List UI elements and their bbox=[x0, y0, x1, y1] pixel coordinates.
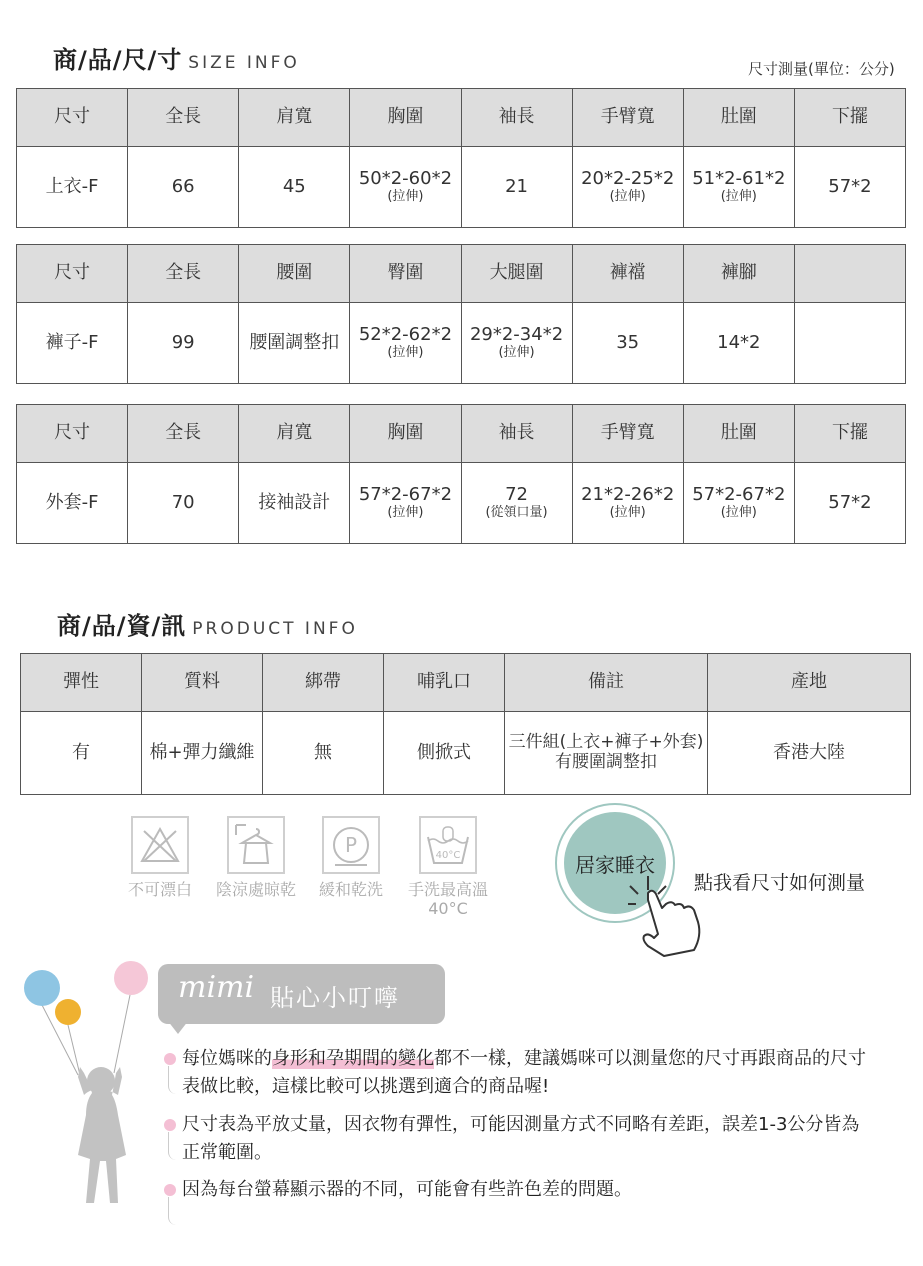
cell-note: (拉伸) bbox=[387, 505, 424, 521]
header-cell: 胸圍 bbox=[350, 89, 461, 147]
cell-note: (拉伸) bbox=[609, 189, 646, 205]
header-cell: 肚圍 bbox=[683, 89, 794, 147]
header-cell: 彈性 bbox=[21, 654, 142, 712]
table-cell bbox=[17, 463, 128, 544]
table-cell bbox=[239, 147, 350, 228]
tip-highlight: 身形和孕期間的變化 bbox=[272, 1048, 434, 1069]
pants-size-table bbox=[16, 244, 906, 384]
header-cell: 手臂寬 bbox=[572, 405, 683, 463]
cell-value: 褲子-F bbox=[45, 331, 99, 353]
header-cell: 胸圍 bbox=[350, 405, 461, 463]
cell-note: (拉伸) bbox=[720, 505, 757, 521]
cell-note: (拉伸) bbox=[387, 189, 424, 205]
header-cell: 臀圍 bbox=[350, 245, 461, 303]
care-label: 不可漂白 bbox=[127, 880, 192, 899]
table-row bbox=[21, 712, 911, 795]
table-cell bbox=[794, 147, 905, 228]
table-header-row bbox=[17, 245, 906, 303]
care-gentle-dry-clean bbox=[313, 816, 389, 899]
product-info-table bbox=[20, 653, 911, 795]
tip-text: 正常範圍。 bbox=[182, 1142, 272, 1163]
cell-value: 99 bbox=[171, 331, 195, 353]
header-cell: 質料 bbox=[142, 654, 263, 712]
header-cell: 肚圍 bbox=[683, 405, 794, 463]
cell-note: (拉伸) bbox=[720, 189, 757, 205]
table-cell bbox=[572, 303, 683, 384]
table-header-row bbox=[17, 89, 906, 147]
care-label: 手洗最高溫 bbox=[407, 880, 488, 899]
top-size-table bbox=[16, 88, 906, 228]
cell-value: 外套-F bbox=[45, 491, 99, 513]
tip-item-3 bbox=[182, 1176, 902, 1204]
table-cell bbox=[128, 303, 239, 384]
unit-note: 尺寸測量(單位：公分) bbox=[748, 60, 895, 78]
size-title-en: SIZE INFO bbox=[188, 53, 300, 73]
table-cell bbox=[572, 147, 683, 228]
cell-value: 57*2 bbox=[828, 175, 872, 197]
tip-text: 都不一樣，建議媽咪可以測量您的尺寸再跟商品的尺寸 bbox=[434, 1048, 866, 1069]
cell-value: 72 bbox=[505, 483, 529, 505]
header-cell: 全長 bbox=[128, 245, 239, 303]
tip-text: 表做比較，這樣比較可以挑選到適合的商品喔! bbox=[182, 1076, 550, 1097]
header-cell: 全長 bbox=[128, 405, 239, 463]
header-cell: 手臂寬 bbox=[572, 89, 683, 147]
table-cell bbox=[350, 303, 461, 384]
table-header-row bbox=[21, 654, 911, 712]
info-cell-strap: 無 bbox=[263, 712, 384, 795]
info-cell-material: 棉+彈力纖維 bbox=[142, 712, 263, 795]
tip-bullet bbox=[164, 1119, 176, 1131]
cell-value: 21 bbox=[505, 175, 529, 197]
cell-value: 20*2-25*2 bbox=[581, 167, 675, 189]
header-cell: 尺寸 bbox=[17, 245, 128, 303]
hand-wash-temp: 40°C bbox=[435, 850, 461, 861]
header-cell: 下擺 bbox=[794, 89, 905, 147]
table-cell bbox=[17, 147, 128, 228]
table-cell bbox=[572, 463, 683, 544]
cell-value: 29*2-34*2 bbox=[469, 323, 564, 345]
cell-note: (從領口量) bbox=[485, 505, 548, 521]
info-cell-elasticity: 有 bbox=[21, 712, 142, 795]
size-section-title bbox=[53, 40, 300, 75]
tips-brand: mimi bbox=[178, 970, 255, 1005]
balloon-pink bbox=[114, 961, 148, 995]
table-cell bbox=[17, 303, 128, 384]
header-cell: 全長 bbox=[128, 89, 239, 147]
header-cell: 褲襠 bbox=[572, 245, 683, 303]
table-cell bbox=[128, 463, 239, 544]
cell-value: 21*2-26*2 bbox=[581, 483, 675, 505]
balloon-blue bbox=[24, 970, 60, 1006]
header-cell: 褲腳 bbox=[683, 245, 794, 303]
size-title-zh: 商/品/尺/寸 bbox=[53, 46, 183, 74]
cell-value: 上衣-F bbox=[45, 175, 99, 197]
category-badge[interactable]: 居家睡衣 bbox=[564, 812, 666, 914]
balloon-orange bbox=[55, 999, 81, 1025]
care-shade-dry bbox=[210, 816, 302, 899]
cell-value: 66 bbox=[171, 175, 195, 197]
note-line-1: 三件組(上衣+褲子+外套) bbox=[508, 732, 704, 753]
care-label: 陰涼處晾乾 bbox=[215, 880, 296, 899]
header-cell: 袖長 bbox=[461, 405, 572, 463]
tip-bullet bbox=[164, 1184, 176, 1196]
table-cell bbox=[128, 147, 239, 228]
table-cell bbox=[239, 303, 350, 384]
header-cell: 哺乳口 bbox=[384, 654, 505, 712]
care-label-temp: 40°C bbox=[428, 899, 468, 919]
cell-value: 57*2 bbox=[828, 491, 872, 513]
cell-value: 51*2-61*2 bbox=[692, 167, 786, 189]
care-no-bleach bbox=[120, 816, 200, 899]
header-cell: 下擺 bbox=[794, 405, 905, 463]
table-cell bbox=[794, 463, 905, 544]
note-line-2: 有腰圍調整扣 bbox=[555, 752, 657, 772]
measure-guide-link[interactable]: 點我看尺寸如何測量 bbox=[694, 872, 866, 894]
table-cell bbox=[350, 147, 461, 228]
girl-with-balloons-illustration bbox=[18, 955, 168, 1210]
table-cell bbox=[683, 463, 794, 544]
cell-note: (拉伸) bbox=[387, 345, 424, 361]
header-cell: 肩寬 bbox=[239, 405, 350, 463]
table-cell bbox=[794, 303, 905, 384]
header-cell: 袖長 bbox=[461, 89, 572, 147]
tip-bullet-tail bbox=[168, 1132, 177, 1160]
cell-value: 35 bbox=[616, 331, 640, 353]
table-cell bbox=[350, 463, 461, 544]
cell-value: 50*2-60*2 bbox=[358, 167, 453, 189]
tip-text: 因為每台螢幕顯示器的不同，可能會有些許色差的問題。 bbox=[182, 1179, 632, 1200]
product-title-zh: 商/品/資/訊 bbox=[57, 612, 187, 640]
gentle-dry-clean-icon bbox=[322, 816, 380, 874]
shade-dry-icon bbox=[227, 816, 285, 874]
tips-title: 貼心小叮嚀 bbox=[270, 984, 400, 1012]
header-cell: 尺寸 bbox=[17, 405, 128, 463]
no-bleach-icon bbox=[131, 816, 189, 874]
table-cell bbox=[239, 463, 350, 544]
tip-bullet-tail bbox=[168, 1066, 177, 1094]
tip-bullet-tail bbox=[168, 1197, 177, 1225]
gentle-dry-clean-letter: P bbox=[344, 833, 358, 857]
cell-value: 52*2-62*2 bbox=[358, 323, 453, 345]
product-section-title bbox=[57, 606, 358, 641]
cell-note: (拉伸) bbox=[609, 505, 646, 521]
info-cell-nursing: 側掀式 bbox=[384, 712, 505, 795]
tip-item-1 bbox=[182, 1045, 902, 1101]
tip-text: 尺寸表為平放丈量，因衣物有彈性，可能因測量方式不同略有差距，誤差1-3公分皆為 bbox=[182, 1114, 860, 1135]
header-cell: 大腿圍 bbox=[461, 245, 572, 303]
header-cell: 腰圍 bbox=[239, 245, 350, 303]
info-cell-origin: 香港大陸 bbox=[708, 712, 911, 795]
tip-bullet bbox=[164, 1053, 176, 1065]
table-row bbox=[17, 147, 906, 228]
cell-value: 腰圍調整扣 bbox=[249, 331, 340, 353]
table-row bbox=[17, 463, 906, 544]
care-label: 緩和乾洗 bbox=[318, 880, 383, 899]
table-header-row bbox=[17, 405, 906, 463]
header-cell: 尺寸 bbox=[17, 89, 128, 147]
info-cell-note bbox=[505, 712, 708, 795]
jacket-size-table bbox=[16, 404, 906, 544]
cell-value: 接袖設計 bbox=[258, 491, 331, 513]
hand-wash-icon bbox=[419, 816, 477, 874]
table-row bbox=[17, 303, 906, 384]
product-title-en: PRODUCT INFO bbox=[192, 619, 358, 639]
tips-bubble-tail bbox=[164, 1016, 192, 1034]
header-cell: 產地 bbox=[708, 654, 911, 712]
header-cell: 備註 bbox=[505, 654, 708, 712]
header-cell: 綁帶 bbox=[263, 654, 384, 712]
cell-value: 57*2-67*2 bbox=[358, 483, 453, 505]
cell-value: 57*2-67*2 bbox=[692, 483, 786, 505]
tip-item-2 bbox=[182, 1111, 902, 1167]
table-cell bbox=[683, 303, 794, 384]
care-hand-wash bbox=[403, 816, 493, 918]
cell-note: (拉伸) bbox=[498, 345, 535, 361]
table-cell bbox=[461, 303, 572, 384]
cell-value: 45 bbox=[282, 175, 306, 197]
table-cell bbox=[461, 463, 572, 544]
table-cell bbox=[461, 147, 572, 228]
cell-value: 14*2 bbox=[717, 331, 761, 353]
table-cell bbox=[683, 147, 794, 228]
header-cell bbox=[794, 245, 905, 303]
tip-text: 每位媽咪的 bbox=[182, 1048, 272, 1069]
header-cell: 肩寬 bbox=[239, 89, 350, 147]
cell-value: 70 bbox=[171, 491, 195, 513]
